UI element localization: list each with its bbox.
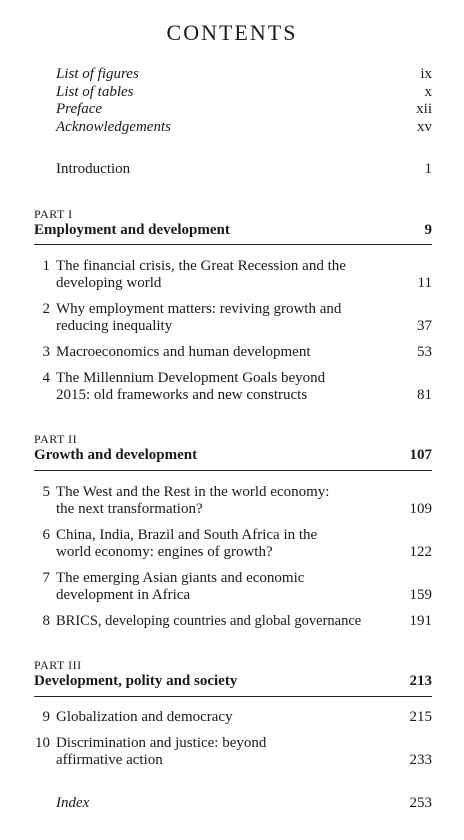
chapter-number: 7 xyxy=(42,570,50,586)
chapter-title-line: affirmative action xyxy=(56,752,163,768)
entry-label: List of figures xyxy=(56,66,139,82)
part-label: PART II xyxy=(34,432,78,446)
chapter-page: 53 xyxy=(417,344,432,360)
entry-page: xii xyxy=(416,101,432,117)
chapter-title-line: reducing inequality xyxy=(56,318,173,334)
chapter-title-line: China, India, Brazil and South Africa in the xyxy=(56,527,318,543)
chapter-number: 2 xyxy=(42,301,50,317)
part-divider xyxy=(34,696,432,697)
chapter-page: 191 xyxy=(409,613,432,629)
entry-page: xv xyxy=(417,119,432,135)
chapter-title-line: Globalization and democracy xyxy=(56,709,233,725)
chapter-title-line: the next transformation? xyxy=(56,501,203,517)
chapter-number: 8 xyxy=(42,613,50,629)
part-page: 107 xyxy=(409,447,432,463)
entry-page: ix xyxy=(420,66,432,82)
part-page: 9 xyxy=(424,222,432,238)
chapter-number: 9 xyxy=(42,709,50,725)
chapter-page: 37 xyxy=(417,318,432,334)
part-title: Employment and development xyxy=(34,222,230,238)
chapter-title-line: The West and the Rest in the world economy: xyxy=(56,484,330,500)
part-divider xyxy=(34,470,432,471)
chapter-number: 4 xyxy=(42,370,50,386)
part-label: PART III xyxy=(34,658,82,672)
chapter-title-line: BRICS, developing countries and global governance xyxy=(56,613,362,629)
entry-label: Preface xyxy=(56,101,103,117)
entry-label: Acknowledgements xyxy=(56,119,171,135)
chapter-page: 122 xyxy=(409,544,432,560)
part-divider xyxy=(34,244,432,245)
chapter-title-line: The Millennium Development Goals beyond xyxy=(56,370,326,386)
chapter-title-line: world economy: engines of growth? xyxy=(56,544,273,560)
entry-page: 253 xyxy=(409,795,432,811)
entry-page: x xyxy=(424,84,432,100)
chapter-title-line: Macroeconomics and human development xyxy=(56,344,311,360)
chapter-number: 1 xyxy=(42,258,50,274)
part-page: 213 xyxy=(409,673,432,689)
chapter-page: 109 xyxy=(409,501,432,517)
chapter-page: 215 xyxy=(409,709,432,725)
chapter-page: 233 xyxy=(409,752,432,768)
chapter-title-line: Discrimination and justice: beyond xyxy=(56,735,267,751)
chapter-page: 81 xyxy=(417,387,432,403)
chapter-number: 3 xyxy=(42,344,50,360)
chapter-title-line: The emerging Asian giants and economic xyxy=(56,570,305,586)
chapter-title-line: Why employment matters: reviving growth and xyxy=(56,301,342,317)
chapter-title-line: The financial crisis, the Great Recession and the xyxy=(56,258,346,274)
part-title: Development, polity and society xyxy=(34,673,238,689)
chapter-title-line: developing world xyxy=(56,275,162,291)
entry-label: Introduction xyxy=(56,161,131,177)
page-title: CONTENTS xyxy=(166,20,298,45)
entry-label: Index xyxy=(56,795,90,811)
entry-label: List of tables xyxy=(56,84,134,100)
part-label: PART I xyxy=(34,207,73,221)
chapter-page: 159 xyxy=(409,587,432,603)
chapter-page: 11 xyxy=(417,275,432,291)
chapter-number: 5 xyxy=(42,484,50,500)
part-title: Growth and development xyxy=(34,447,198,463)
chapter-title-line: development in Africa xyxy=(56,587,191,603)
chapter-number: 10 xyxy=(35,735,50,751)
chapter-number: 6 xyxy=(42,527,50,543)
entry-page: 1 xyxy=(424,161,432,177)
chapter-title-line: 2015: old frameworks and new constructs xyxy=(56,387,308,403)
